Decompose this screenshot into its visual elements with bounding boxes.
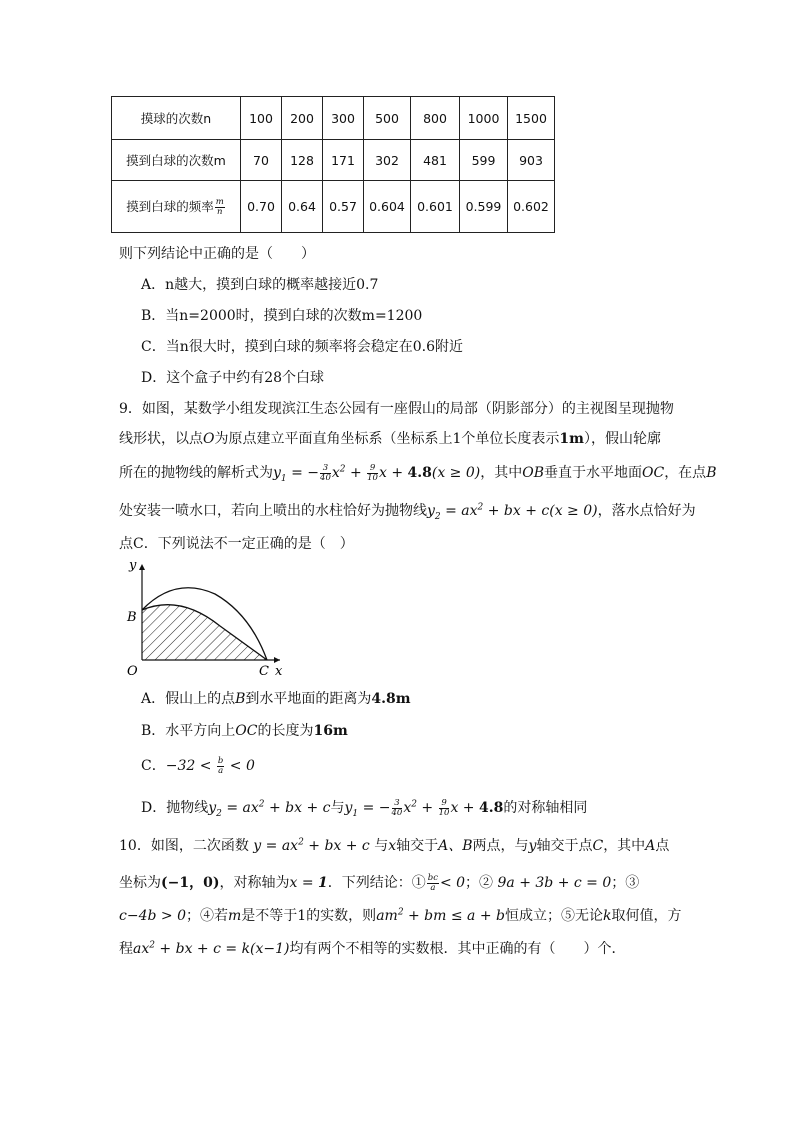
text: 轴交于: [396, 838, 439, 854]
table-cell: 1500: [508, 97, 555, 140]
row-header-freq: [112, 181, 241, 233]
table-cell: 128: [282, 140, 323, 181]
formula-quadratic: $y = ax^2$ + bx + c: [253, 837, 370, 854]
frac-num: m: [215, 196, 224, 207]
label-y: y: [129, 558, 137, 573]
label-c: C: [259, 664, 269, 679]
segment-ob: OB: [522, 465, 544, 481]
table-cell: 0.64: [282, 181, 323, 233]
q9-line5: 点C．下列说法不一定正确的是（ ）: [119, 536, 354, 552]
table-cell: 300: [323, 97, 364, 140]
table-cell: 0.70: [241, 181, 282, 233]
text: 所在的抛物线的解析式为: [119, 465, 273, 481]
formula-y2: $y_2 = ax^2$ + bx + c(x ≥ 0): [427, 502, 598, 522]
q8-stem: 则下列结论中正确的是（ ）: [119, 246, 315, 262]
formula-y2: $y_2 = ax^2$ + bx + c: [208, 799, 331, 819]
table-row: [112, 181, 555, 233]
text: ，其中: [603, 838, 646, 854]
q10-line4: [119, 938, 626, 958]
table-row: [112, 140, 555, 181]
y-axis-arrow: [139, 564, 145, 570]
formula-y1: $y_1$ = − $\frac{3}{40}$ $x^2$ + $\frac{9}{10}$ x + 4.8: [344, 797, 504, 819]
text: ，落水点恰好为: [597, 503, 696, 519]
text: ，对称轴为: [219, 875, 290, 891]
text: 点: [655, 838, 670, 854]
inequality-4: $am^2$ + bm ≤ a + b: [376, 907, 505, 924]
text: 轴交于点: [536, 838, 593, 854]
row-header-n: 摸球的次数n: [112, 97, 241, 140]
text: 的长度为: [257, 723, 314, 739]
point-a: A: [645, 838, 656, 854]
segment-oc: OC: [235, 723, 258, 739]
q9-option-b: [141, 720, 348, 740]
shaded-hill: [142, 605, 267, 660]
q10-line3: [119, 905, 681, 925]
q9-option-c: [141, 755, 255, 776]
fraction-m-over-n: [215, 198, 225, 217]
axis-eq: x = 1: [289, 875, 328, 891]
var-y: y: [528, 838, 537, 854]
table-cell: 800: [411, 97, 460, 140]
text: 与: [374, 838, 389, 854]
unit-1m: 1m: [559, 431, 584, 447]
text: B．水平方向上: [141, 723, 236, 739]
point-b: B: [235, 691, 246, 707]
label-o: O: [127, 664, 138, 679]
text: 为原点建立平面直角坐标系（坐标系上1个单位长度表示: [214, 431, 560, 447]
conclusion-1: ① $\frac{bc}{a}$ < 0；② 9a + 3b + c = 0；③: [411, 872, 640, 893]
frac-den: n: [217, 206, 223, 217]
table-cell: 599: [460, 140, 508, 181]
text: 是不等于1的实数，则: [241, 908, 377, 924]
var-x: x: [388, 838, 397, 854]
text: 坐标为: [119, 875, 161, 891]
table-cell: 200: [282, 97, 323, 140]
x-axis-arrow: [274, 657, 280, 663]
table-cell: 481: [411, 140, 460, 181]
text: 与: [330, 800, 345, 816]
text: 程: [119, 941, 133, 957]
table-cell: 0.602: [508, 181, 555, 233]
table-cell: 0.57: [323, 181, 364, 233]
point-o: O: [203, 431, 215, 447]
text: 恒成立；⑤无论: [505, 908, 603, 924]
q8-option-d: D．这个盒子中约有28个白球: [141, 370, 325, 386]
label-x: x: [275, 664, 283, 679]
table-cell: 0.601: [411, 181, 460, 233]
table-cell: 0.599: [460, 181, 508, 233]
table-cell: 171: [323, 140, 364, 181]
table-cell: 100: [241, 97, 282, 140]
label-b: B: [127, 610, 137, 625]
q9-line4: [119, 500, 696, 522]
q10-line2: [119, 872, 639, 893]
text: ，其中: [480, 465, 523, 481]
equation-5: $ax^2$ + bx + c = k(x−1): [133, 940, 290, 957]
q10-line1: [119, 835, 669, 855]
text: 到水平地面的距离为: [245, 691, 372, 707]
text: ．下列结论：: [327, 875, 412, 891]
text: ），假山轮廓: [583, 431, 661, 447]
conclusion-3: c−4b > 0: [119, 908, 186, 924]
row-header-m: 摸到白球的次数m: [112, 140, 241, 181]
value: 16m: [313, 723, 348, 739]
segment-oc: OC: [641, 465, 665, 481]
table-cell: 0.604: [364, 181, 411, 233]
coordinate: (−1，0): [161, 875, 220, 891]
q8-option-c: C．当n很大时，摸到白球的频率将会稳定在0.6附近: [141, 339, 463, 355]
q9-line3: [119, 462, 716, 484]
text: 取何值，方: [611, 908, 682, 924]
var-m: m: [227, 908, 242, 924]
point-b: B: [706, 465, 717, 481]
inequality: −32 < $\frac{b}{a}$ < 0: [165, 755, 255, 776]
text: A．假山上的点: [141, 691, 236, 707]
frequency-table: [111, 96, 555, 233]
text: D．抛物线: [141, 800, 209, 816]
point-c: C: [592, 838, 604, 854]
q9-option-d: [141, 797, 587, 819]
table-cell: 500: [364, 97, 411, 140]
value: 4.8m: [371, 691, 411, 707]
text: ，在点: [664, 465, 707, 481]
text: ；④若: [185, 908, 228, 924]
text: 垂直于水平地面: [543, 465, 642, 481]
table-row: [112, 97, 555, 140]
table-cell: 302: [364, 140, 411, 181]
text: C．: [141, 758, 166, 774]
text: 的对称轴相同: [503, 800, 588, 816]
q8-option-b: B．当n=2000时，摸到白球的次数m=1200: [141, 308, 423, 324]
text: 处安装一喷水口，若向上喷出的水柱恰好为抛物线: [119, 503, 427, 519]
var-k: k: [603, 908, 612, 924]
text: 10．如图，二次函数: [119, 838, 249, 854]
table-cell: 1000: [460, 97, 508, 140]
q9-line1: 9．如图，某数学小组发现滨江生态公园有一座假山的局部（阴影部分）的主视图呈现抛物: [119, 401, 674, 417]
text: 两点，与: [472, 838, 529, 854]
table-cell: 903: [508, 140, 555, 181]
q9-option-a: [141, 688, 411, 708]
points-ab: A、B: [438, 838, 473, 854]
q9-line2: [119, 428, 661, 448]
table-cell: 70: [241, 140, 282, 181]
formula-y1: $y_1$ = − $\frac{3}{40}$ $x^2$ + $\frac{9}{10}$ x + 4.8(x ≥ 0): [273, 462, 481, 484]
text: 线形状，以点: [119, 431, 203, 447]
q8-option-a: A．n越大，摸到白球的概率越接近0.7: [141, 277, 379, 293]
text: 均有两个不相等的实数根．其中正确的有（ ）个．: [289, 941, 626, 957]
parabola-figure: [120, 556, 290, 682]
row-header-freq-label: 摸到白球的频率: [126, 198, 214, 214]
